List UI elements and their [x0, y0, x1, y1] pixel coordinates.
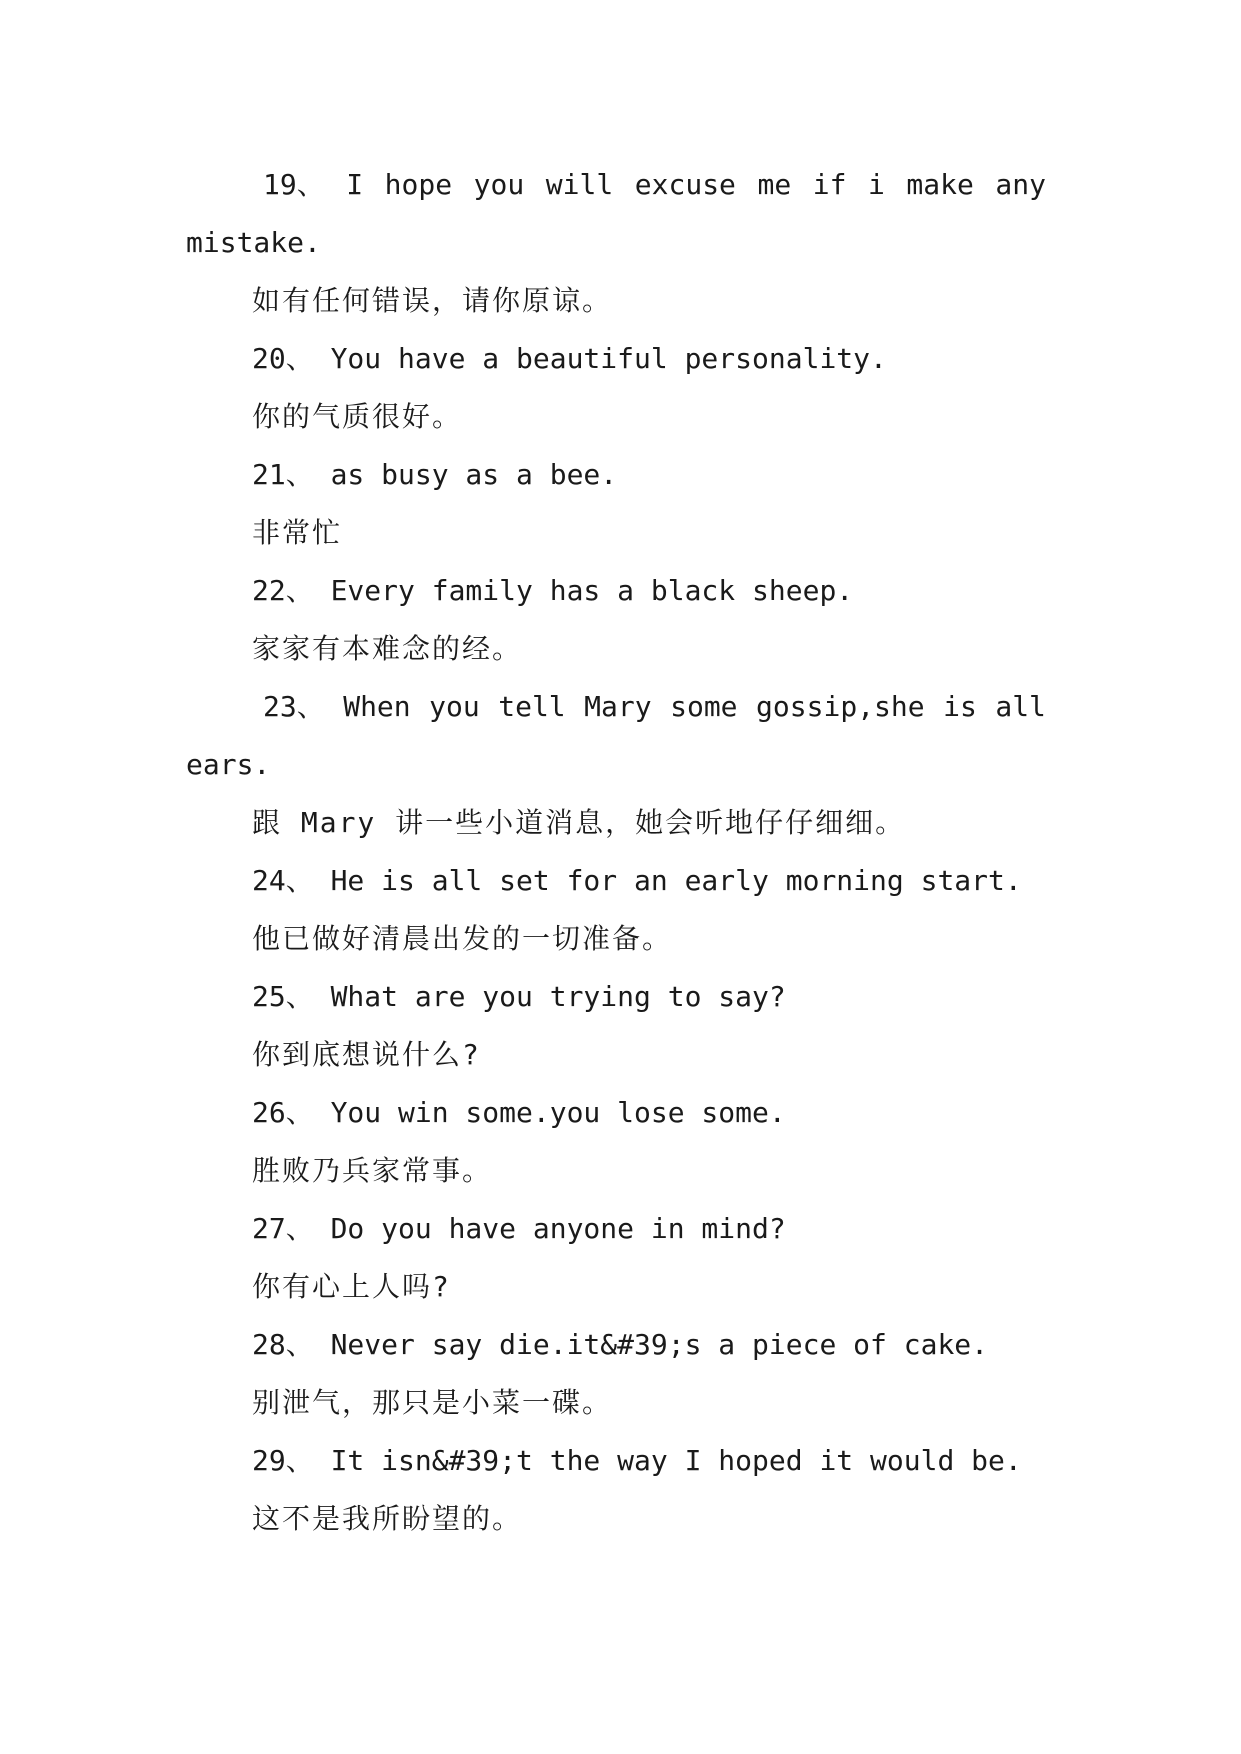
- chinese-line-27: 你有心上人吗?: [252, 1270, 451, 1303]
- document-body: [186, 156, 1046, 1548]
- word: make: [906, 168, 974, 201]
- word: hope: [384, 168, 453, 201]
- chinese-line-29: 这不是我所盼望的。: [252, 1502, 523, 1535]
- english-line-26: 26、 You win some.you lose some.: [252, 1096, 786, 1129]
- english-line-23-continued: ears.: [186, 748, 271, 781]
- word: gossip,she: [756, 690, 925, 723]
- english-line-23: [186, 678, 1046, 736]
- word: Mary: [584, 690, 652, 723]
- chinese-line-28: 别泄气，那只是小菜一碟。: [252, 1386, 613, 1419]
- word: When: [343, 690, 411, 723]
- chinese-line-25: 你到底想说什么?: [252, 1038, 481, 1071]
- word: if: [812, 168, 847, 201]
- item-number: 23、: [263, 690, 325, 723]
- english-line-19-continued: mistake.: [186, 226, 321, 259]
- word: all: [995, 690, 1046, 723]
- chinese-line-22: 家家有本难念的经。: [252, 632, 523, 665]
- word: i: [868, 168, 885, 201]
- word: some: [670, 690, 738, 723]
- word: me: [757, 168, 792, 201]
- english-line-19: [186, 156, 1046, 214]
- chinese-line-20: 你的气质很好。: [252, 400, 463, 433]
- word: tell: [498, 690, 566, 723]
- item-number: 19、: [263, 168, 325, 201]
- english-line-24: 24、 He is all set for an early morning start.: [252, 864, 1022, 897]
- english-line-22: 22、 Every family has a black sheep.: [252, 574, 854, 607]
- english-line-20: 20、 You have a beautiful personality.: [252, 342, 887, 375]
- chinese-line-24: 他已做好清晨出发的一切准备。: [252, 922, 673, 955]
- word: you: [429, 690, 480, 723]
- chinese-line-19: 如有任何错误，请你原谅。: [252, 284, 613, 317]
- english-line-29: 29、 It isn&#39;t the way I hoped it would be.: [252, 1444, 1022, 1477]
- word: I: [346, 168, 364, 201]
- chinese-line-23: 跟 Mary 讲一些小道消息，她会听地仔仔细细。: [252, 806, 906, 839]
- chinese-line-26: 胜败乃兵家常事。: [252, 1154, 493, 1187]
- english-line-28: 28、 Never say die.it&#39;s a piece of cake.: [252, 1328, 989, 1361]
- word: is: [943, 690, 977, 723]
- word: you: [473, 168, 525, 201]
- word: any: [995, 168, 1046, 201]
- chinese-line-21: 非常忙: [252, 516, 343, 549]
- english-line-27: 27、 Do you have anyone in mind?: [252, 1212, 786, 1245]
- english-line-25: 25、 What are you trying to say?: [252, 980, 786, 1013]
- word: will: [545, 168, 614, 201]
- word: excuse: [634, 168, 736, 201]
- english-line-21: 21、 as busy as a bee.: [252, 458, 618, 491]
